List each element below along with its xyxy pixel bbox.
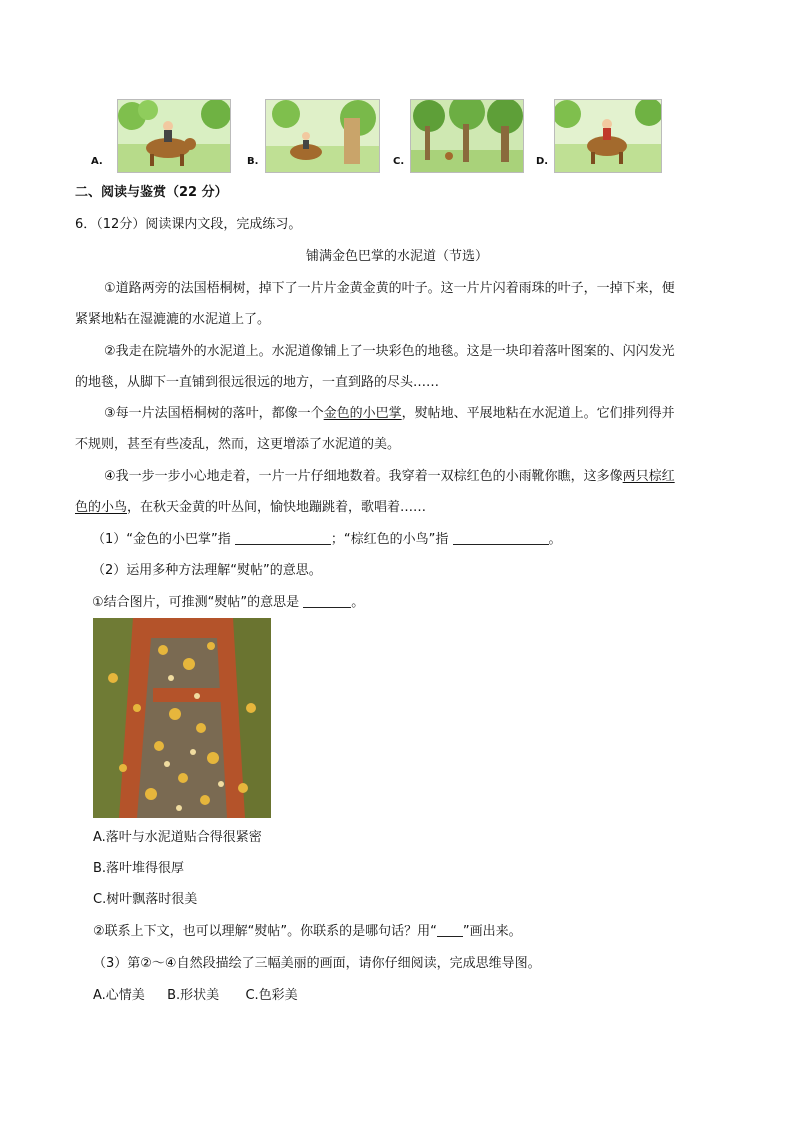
para4-underlined-phrase-b: 色的小鸟 [75, 500, 128, 515]
option-d-label: D. [536, 156, 549, 167]
para2-line2: 的地毯，从脚下一直铺到很远很远的地方，一直到路的尽头…… [75, 375, 440, 390]
q2-sub2-text-b: ”画出来。 [462, 924, 522, 939]
para1-line2: 紧紧地粘在湿漉漉的水泥道上了。 [75, 312, 271, 327]
choice-b: B.落叶堆得很厚 [93, 861, 185, 876]
boy-on-ox-illustration-a [118, 100, 230, 172]
q2-sub1-text-b: 。 [351, 595, 365, 610]
para4-line1 [104, 467, 675, 487]
q2-sub2-line [93, 922, 522, 942]
q2-sub2-underline-sample [437, 923, 463, 937]
q1-text-b: ；“棕红色的小鸟”指 [330, 532, 449, 547]
para3-underlined-phrase: 金色的小巴掌 [323, 406, 402, 421]
q2-text: （2）运用多种方法理解“熨帖”的意思。 [92, 563, 322, 578]
question-header: 6．（12分）阅读课内文段，完成练习。 [75, 217, 302, 232]
option-b-picture [265, 99, 380, 173]
q3-option-c: C.色彩美 [245, 988, 298, 1003]
option-b-label: B. [247, 156, 259, 167]
para3-text-b: ，熨帖地、平展地粘在水泥道上。它们排列得并 [401, 406, 675, 421]
forest-illustration-c [411, 100, 523, 172]
q3-options [93, 986, 298, 1006]
para3-text-a: ③每一片法国梧桐树的落叶，都像一个 [104, 406, 324, 421]
para3-line2: 不规则，甚至有些凌乱，然而，这更增添了水泥道的美。 [75, 437, 401, 452]
q2-sub2-text-a: ②联系上下文，也可以理解“熨帖”。你联系的是哪句话？用“ [93, 924, 437, 939]
choice-c: C.树叶飘落时很美 [93, 892, 198, 907]
option-d-picture [554, 99, 662, 173]
autumn-leaves-on-path-image [93, 618, 271, 818]
option-c-picture [410, 99, 524, 173]
para4-text-b: ，在秋天金黄的叶丛间，愉快地蹦跳着，歌唱着…… [127, 500, 427, 515]
q3-option-b: B.形状美 [167, 988, 220, 1003]
q3-option-a: A.心情美 [93, 988, 145, 1003]
choice-a: A.落叶与水泥道贴合得很紧密 [93, 830, 262, 845]
passage-title: 铺满金色巴掌的水泥道（节选） [305, 249, 488, 264]
leaf-walkway-photo [93, 618, 271, 818]
option-a-label: A. [91, 156, 103, 167]
boy-on-ox-illustration-b [266, 100, 379, 172]
para4-line2 [75, 498, 426, 518]
para3-line1 [104, 404, 675, 424]
q1-text-c: 。 [548, 532, 562, 547]
q2-sub1-answer-blank[interactable] [303, 594, 351, 608]
para2-line1: ②我走在院墙外的水泥道上。水泥道像铺上了一块彩色的地毯。这是一块印着落叶图案的、闪闪发光 [104, 344, 675, 359]
option-c-label: C. [393, 156, 405, 167]
option-a-picture [117, 99, 231, 173]
q2-sub1-line [92, 593, 364, 613]
q3-text: （3）第②～④自然段描绘了三幅美丽的画面，请你仔细阅读，完成思维导图。 [93, 956, 541, 971]
boy-on-ox-illustration-d [555, 100, 661, 172]
q1-answer-blank-1[interactable] [235, 531, 331, 545]
section-title: 二、阅读与鉴赏（22 分） [75, 185, 228, 200]
q1-line [92, 530, 562, 550]
q2-sub1-text-a: ①结合图片，可推测“熨帖”的意思是 [92, 595, 300, 610]
para4-underlined-phrase-a: 两只棕红 [622, 469, 675, 484]
para4-text-a: ④我一步一步小心地走着，一片一片仔细地数着。我穿着一双棕红色的小雨靴你瞧，这多像 [104, 469, 623, 484]
q1-text-a: （1）“金色的小巴掌”指 [92, 532, 231, 547]
para1-line1: ①道路两旁的法国梧桐树，掉下了一片片金黄金黄的叶子。这一片片闪着雨珠的叶子，一掉下来，便 [104, 281, 675, 296]
q1-answer-blank-2[interactable] [453, 531, 549, 545]
